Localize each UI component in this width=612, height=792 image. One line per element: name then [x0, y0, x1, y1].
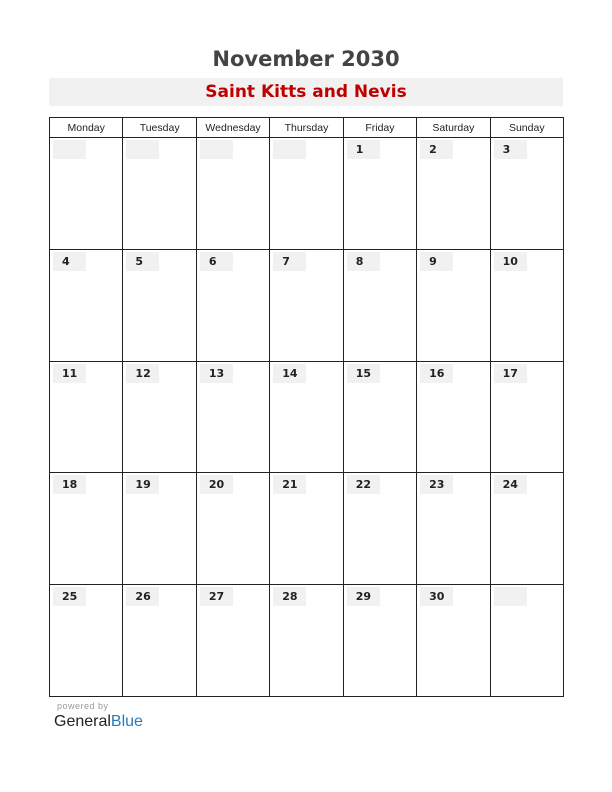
day-cell [344, 473, 417, 585]
day-number: 4 [53, 252, 86, 271]
day-cell [123, 250, 196, 362]
brand-logo[interactable] [54, 713, 143, 731]
day-cell [123, 585, 196, 697]
day-number: 9 [420, 252, 453, 271]
day-number: 30 [420, 587, 453, 606]
day-number: 12 [126, 364, 159, 383]
day-number: 17 [494, 364, 527, 383]
day-cell [50, 362, 123, 474]
day-number: 24 [494, 475, 527, 494]
weekday-header: Sunday [491, 118, 564, 138]
day-cell [344, 585, 417, 697]
day-cell [123, 362, 196, 474]
day-number: 15 [347, 364, 380, 383]
day-number: 11 [53, 364, 86, 383]
page-title: November 2030 [212, 47, 400, 71]
weekday-header: Thursday [270, 118, 343, 138]
day-cell [270, 473, 343, 585]
day-cell [50, 473, 123, 585]
brand-name-part2: Blue [110, 713, 143, 730]
day-cell [344, 250, 417, 362]
day-cell [50, 138, 123, 250]
day-number: 28 [273, 587, 306, 606]
day-number: 2 [420, 140, 453, 159]
day-cell [270, 585, 343, 697]
country-name: Saint Kitts and Nevis [205, 82, 407, 102]
day-cell [123, 138, 196, 250]
day-number: 27 [200, 587, 233, 606]
day-number: 25 [53, 587, 86, 606]
day-number: 10 [494, 252, 527, 271]
day-cell [270, 138, 343, 250]
day-cell [417, 250, 490, 362]
day-number: 13 [200, 364, 233, 383]
day-number: 19 [126, 475, 159, 494]
day-number: 26 [126, 587, 159, 606]
day-cell [491, 250, 564, 362]
day-cell [197, 250, 270, 362]
day-number: 5 [126, 252, 159, 271]
day-number [200, 140, 233, 159]
day-number: 7 [273, 252, 306, 271]
day-cell [197, 362, 270, 474]
day-number [126, 140, 159, 159]
day-number: 22 [347, 475, 380, 494]
day-cell [417, 473, 490, 585]
day-cell [491, 585, 564, 697]
day-cell [270, 250, 343, 362]
day-cell [417, 138, 490, 250]
day-number: 3 [494, 140, 527, 159]
country-banner [49, 78, 563, 106]
day-number: 21 [273, 475, 306, 494]
day-number [273, 140, 306, 159]
day-cell [50, 585, 123, 697]
day-number: 8 [347, 252, 380, 271]
brand-name-part1: General [54, 713, 111, 730]
day-cell [197, 585, 270, 697]
day-number: 23 [420, 475, 453, 494]
day-cell [417, 585, 490, 697]
day-number: 20 [200, 475, 233, 494]
day-cell [197, 138, 270, 250]
weekday-header: Monday [50, 118, 123, 138]
day-cell [491, 362, 564, 474]
powered-by-label: powered by [57, 701, 109, 711]
weekday-header: Friday [344, 118, 417, 138]
day-cell [344, 138, 417, 250]
day-cell [491, 473, 564, 585]
day-cell [491, 138, 564, 250]
day-cell [344, 362, 417, 474]
calendar-grid [49, 117, 564, 697]
day-cell [270, 362, 343, 474]
day-cell [123, 473, 196, 585]
day-cell [197, 473, 270, 585]
weekday-header: Wednesday [197, 118, 270, 138]
day-number [494, 587, 527, 606]
day-cell [417, 362, 490, 474]
day-cell [50, 250, 123, 362]
day-number: 1 [347, 140, 380, 159]
day-number: 14 [273, 364, 306, 383]
day-number: 6 [200, 252, 233, 271]
day-number: 29 [347, 587, 380, 606]
day-number [53, 140, 86, 159]
weekday-header: Tuesday [123, 118, 196, 138]
day-number: 16 [420, 364, 453, 383]
weekday-header: Saturday [417, 118, 490, 138]
day-number: 18 [53, 475, 86, 494]
